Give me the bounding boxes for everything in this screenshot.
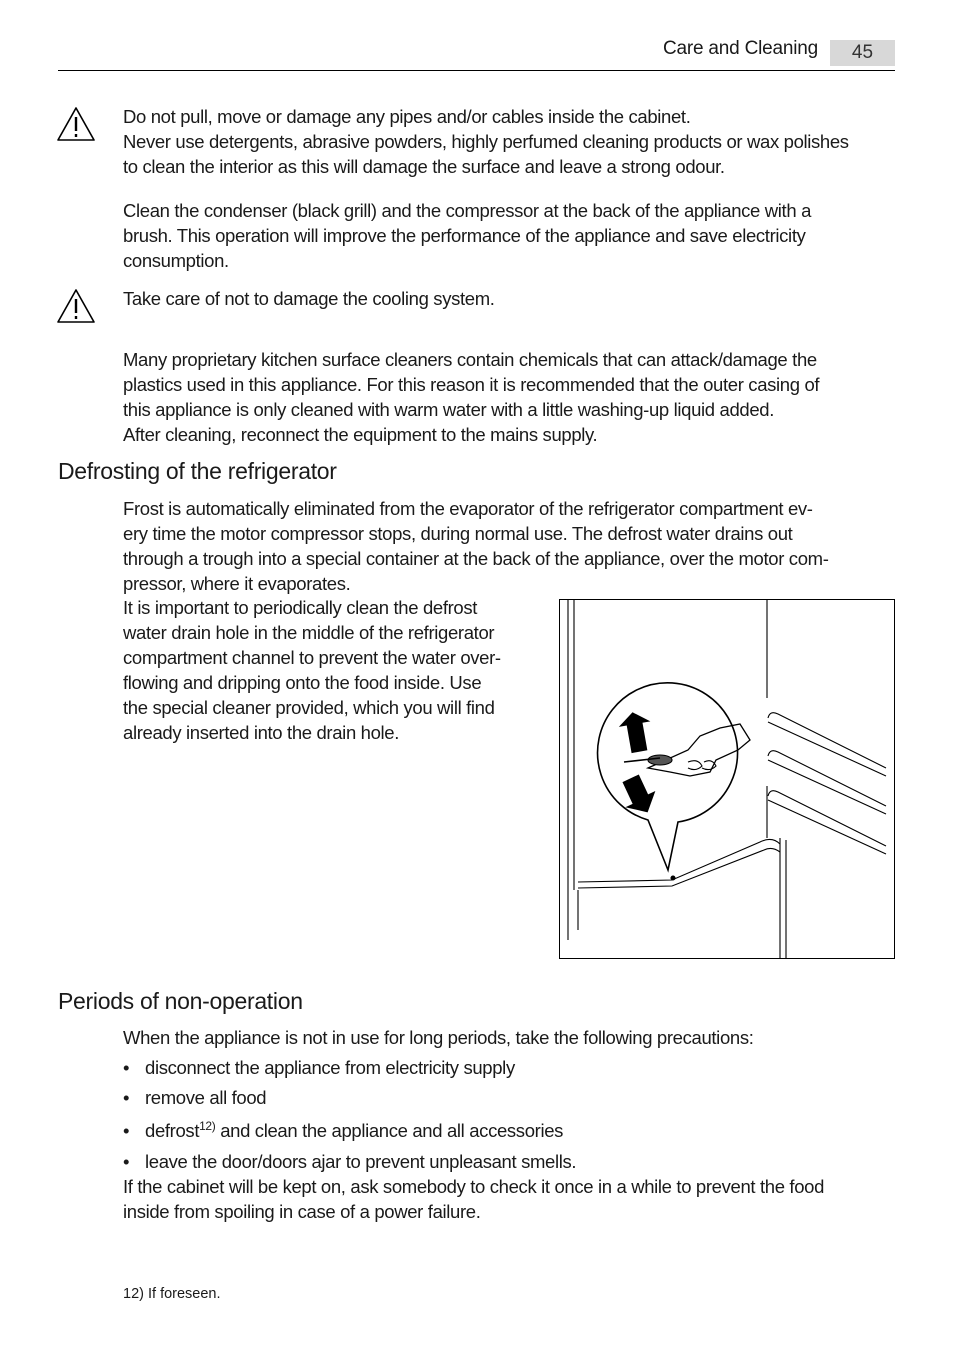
text-line: flowing and dripping onto the food inside. Use	[123, 672, 482, 693]
text-line: through a trough into a special container at the back of the appliance, over the motor com-	[123, 548, 829, 569]
text-line: compartment channel to prevent the water over-	[123, 647, 501, 668]
text-line: plastics used in this appliance. For this reason it is recommended that the outer casing of	[123, 374, 820, 395]
text-line: Never use detergents, abrasive powders, highly perfumed cleaning products or wax polishes	[123, 131, 849, 152]
defrosting-heading: Defrosting of the refrigerator	[58, 458, 337, 484]
text-line: After cleaning, reconnect the equipment to the mains supply.	[123, 424, 598, 445]
section-title: Care and Cleaning	[662, 38, 818, 59]
warning-triangle-icon	[56, 288, 96, 324]
text-line: ery time the motor compressor stops, during normal use. The defrost water drains out	[123, 523, 793, 544]
closing-paragraph	[123, 1174, 898, 1224]
text-line: Do not pull, move or damage any pipes and/or cables inside the cabinet.	[123, 106, 691, 127]
text-line: to clean the interior as this will damage the surface and leave a strong odour.	[123, 156, 725, 177]
warning-text-pipes	[123, 104, 898, 179]
precautions-list	[123, 1055, 576, 1179]
list-item-text: leave the door/doors ajar to prevent unpleasant smells.	[145, 1151, 577, 1172]
page-number: 45	[830, 40, 895, 66]
text-line: water drain hole in the middle of the refrigerator	[123, 622, 495, 643]
text-line: this appliance is only cleaned with warm water with a little washing-up liquid added.	[123, 399, 775, 420]
text-line: Frost is automatically eliminated from the evaporator of the refrigerator compartment ev-	[123, 498, 813, 519]
warning-text-cooling	[123, 286, 898, 311]
text-line: consumption.	[123, 250, 229, 271]
list-item-text: and clean the appliance and all accessories	[215, 1120, 564, 1141]
non-operation-intro	[123, 1025, 898, 1050]
text-line: the special cleaner provided, which you will find	[123, 697, 495, 718]
list-item	[123, 1085, 576, 1115]
list-item-text: remove all food	[145, 1087, 267, 1108]
list-item	[123, 1115, 576, 1149]
text-line: pressor, where it evaporates.	[123, 573, 351, 594]
footnote-ref: 12)	[199, 1119, 216, 1133]
drain-hole-paragraph	[123, 595, 553, 745]
bullet-icon: •	[123, 1087, 130, 1108]
condenser-paragraph	[123, 198, 898, 273]
drain-hole-illustration	[559, 599, 895, 959]
bullet-icon: •	[123, 1057, 130, 1078]
text-line: already inserted into the drain hole.	[123, 722, 400, 743]
bullet-icon: •	[123, 1151, 130, 1172]
text-line: If the cabinet will be kept on, ask somebody to check it once in a while to prevent the food	[123, 1176, 825, 1197]
list-item-text: defrost	[145, 1120, 200, 1141]
bullet-icon: •	[123, 1120, 130, 1141]
list-item	[123, 1055, 576, 1085]
text-line: inside from spoiling in case of a power failure.	[123, 1201, 481, 1222]
header-rule	[58, 70, 895, 71]
text-line: Clean the condenser (black grill) and the compressor at the back of the appliance with a	[123, 200, 812, 221]
non-operation-heading: Periods of non-operation	[58, 988, 303, 1014]
footnote: 12) If foreseen.	[123, 1286, 221, 1302]
text-line: When the appliance is not in use for long periods, take the following precautions:	[123, 1027, 754, 1048]
text-line: Take care of not to damage the cooling system.	[123, 288, 495, 309]
list-item-text: disconnect the appliance from electricity supply	[145, 1057, 515, 1078]
text-line: Many proprietary kitchen surface cleaners contain chemicals that can attack/damage the	[123, 349, 817, 370]
text-line: It is important to periodically clean the defrost	[123, 597, 478, 618]
cleaners-paragraph	[123, 347, 898, 447]
text-line: brush. This operation will improve the performance of the appliance and save electricity	[123, 225, 806, 246]
warning-triangle-icon	[56, 106, 96, 142]
defrosting-paragraph	[123, 496, 898, 596]
